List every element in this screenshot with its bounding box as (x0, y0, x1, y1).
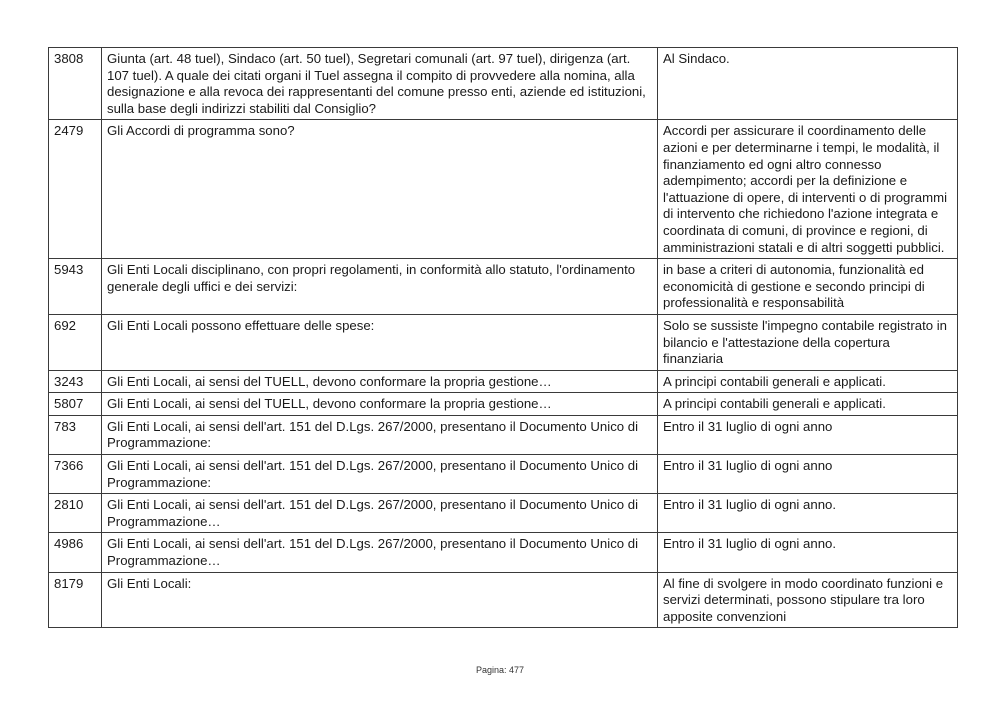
table-row (49, 314, 958, 370)
table-row (49, 533, 958, 572)
table-row (49, 415, 958, 454)
question-cell: Gli Enti Locali: (102, 572, 658, 628)
question-id-cell: 5807 (49, 393, 102, 416)
question-id-cell: 2810 (49, 494, 102, 533)
table-row (49, 48, 958, 120)
question-cell: Gli Enti Locali, ai sensi del TUELL, devono conformare la propria gestione… (102, 393, 658, 416)
table-row (49, 120, 958, 259)
question-id-cell: 783 (49, 415, 102, 454)
table-body (49, 48, 958, 628)
question-id-cell: 7366 (49, 455, 102, 494)
question-id-cell: 4986 (49, 533, 102, 572)
answer-cell: Entro il 31 luglio di ogni anno. (658, 494, 958, 533)
question-cell: Gli Enti Locali disciplinano, con propri regolamenti, in conformità allo statuto, l'ordinamento generale degli uffici e dei servizi: (102, 259, 658, 315)
question-id-cell: 3808 (49, 48, 102, 120)
question-cell: Gli Enti Locali, ai sensi del TUELL, devono conformare la propria gestione… (102, 370, 658, 393)
question-id-cell: 5943 (49, 259, 102, 315)
page-number: Pagina: 477 (475, 665, 525, 675)
question-cell: Gli Enti Locali, ai sensi dell'art. 151 del D.Lgs. 267/2000, presentano il Documento Unico di Programmazione: (102, 455, 658, 494)
question-cell: Giunta (art. 48 tuel), Sindaco (art. 50 tuel), Segretari comunali (art. 97 tuel), dirigenza (art. 107 tuel). A quale dei citati organi il Tuel assegna il compito di provvedere alla nomina, alla designazione e alla revoca dei rappresentanti del comune presso enti, aziende ed istituzioni, sulla base degli indirizzi stabiliti dal Consiglio? (102, 48, 658, 120)
question-id-cell: 8179 (49, 572, 102, 628)
answer-cell: in base a criteri di autonomia, funzionalità ed economicità di gestione e secondo principi di professionalità e responsabilità (658, 259, 958, 315)
table-row (49, 572, 958, 628)
question-id-cell: 2479 (49, 120, 102, 259)
answer-cell: Al Sindaco. (658, 48, 958, 120)
answer-cell: Accordi per assicurare il coordinamento delle azioni e per determinarne i tempi, le modalità, il finanziamento ed ogni altro connesso adempimento; accordi per la definizione e l'attuazione di opere, di interventi o di programmi di intervento che richiedono l'azione integrata e coordinata di comuni, di province e regioni, di amministrazioni statali e di altri soggetti pubblici. (658, 120, 958, 259)
table-row (49, 455, 958, 494)
table-row (49, 494, 958, 533)
question-id-cell: 3243 (49, 370, 102, 393)
question-cell: Gli Enti Locali, ai sensi dell'art. 151 del D.Lgs. 267/2000, presentano il Documento Unico di Programmazione… (102, 494, 658, 533)
question-cell: Gli Enti Locali, ai sensi dell'art. 151 del D.Lgs. 267/2000, presentano il Documento Unico di Programmazione: (102, 415, 658, 454)
answer-cell: A principi contabili generali e applicati. (658, 370, 958, 393)
answer-cell: Entro il 31 luglio di ogni anno (658, 415, 958, 454)
question-cell: Gli Accordi di programma sono? (102, 120, 658, 259)
answer-cell: Entro il 31 luglio di ogni anno (658, 455, 958, 494)
table-row (49, 393, 958, 416)
question-cell: Gli Enti Locali, ai sensi dell'art. 151 del D.Lgs. 267/2000, presentano il Documento Unico di Programmazione… (102, 533, 658, 572)
question-answer-table (48, 47, 958, 628)
answer-cell: A principi contabili generali e applicati. (658, 393, 958, 416)
table-row (49, 259, 958, 315)
answer-cell: Solo se sussiste l'impegno contabile registrato in bilancio e l'attestazione della copertura finanziaria (658, 314, 958, 370)
table-row (49, 370, 958, 393)
answer-cell: Entro il 31 luglio di ogni anno. (658, 533, 958, 572)
question-id-cell: 692 (49, 314, 102, 370)
question-cell: Gli Enti Locali possono effettuare delle spese: (102, 314, 658, 370)
answer-cell: Al fine di svolgere in modo coordinato funzioni e servizi determinati, possono stipulare tra loro apposite convenzioni (658, 572, 958, 628)
